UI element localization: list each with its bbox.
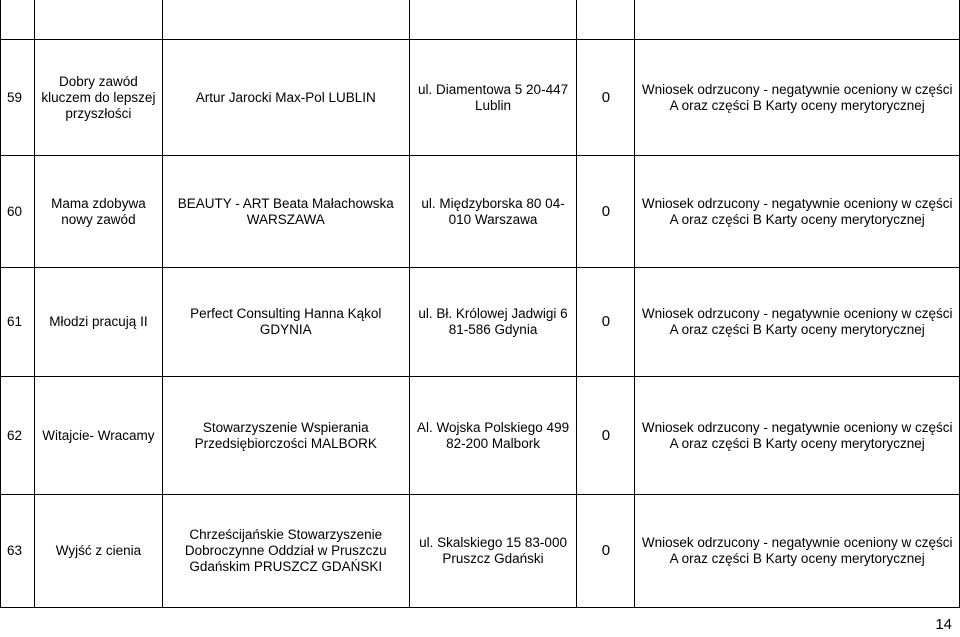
points: 0: [577, 268, 635, 377]
decision-status: Wniosek odrzucony - negatywnie oceniony w części A oraz części B Karty oceny merytorycznej: [635, 495, 960, 608]
decision-status: Wniosek odrzucony - negatywnie oceniony w części A oraz części B Karty oceny merytorycznej: [635, 40, 960, 156]
decision-status: Wniosek odrzucony - negatywnie oceniony w części A oraz części B Karty oceny merytorycznej: [635, 156, 960, 268]
applicant-name: Artur Jarocki Max-Pol LUBLIN: [162, 40, 409, 156]
points: 0: [577, 156, 635, 268]
decision-status: Wniosek odrzucony - negatywnie oceniony w części A oraz części B Karty oceny merytorycznej: [635, 377, 960, 495]
row-number: 60: [1, 156, 35, 268]
applicant-address: ul. Bł. Królowej Jadwigi 6 81-586 Gdynia: [409, 268, 577, 377]
applicant-name: Chrześcijańskie Stowarzyszenie Dobroczynne Oddział w Pruszczu Gdańskim PRUSZCZ GDAŃSKI: [162, 495, 409, 608]
applicant-address: ul. Międzyborska 80 04-010 Warszawa: [409, 156, 577, 268]
applicant-address: ul. Diamentowa 5 20-447 Lublin: [409, 40, 577, 156]
row-number: [1, 0, 35, 40]
decision-status: Wniosek odrzucony - negatywnie oceniony w części A oraz części B Karty oceny merytorycznej: [635, 268, 960, 377]
project-title: Wyjść z cienia: [34, 495, 162, 608]
points: 0: [577, 377, 635, 495]
applicant-name: Stowarzyszenie Wspierania Przedsiębiorczości MALBORK: [162, 377, 409, 495]
row-number: 63: [1, 495, 35, 608]
decision-status: [635, 0, 960, 40]
project-title: Mama zdobywa nowy zawód: [34, 156, 162, 268]
row-number: 62: [1, 377, 35, 495]
page-number: 14: [935, 616, 952, 633]
points: 0: [577, 495, 635, 608]
points: [577, 0, 635, 40]
table-row: [1, 268, 960, 377]
applicant-address: [409, 0, 577, 40]
row-number: 61: [1, 268, 35, 377]
applicant-name: BEAUTY - ART Beata Małachowska WARSZAWA: [162, 156, 409, 268]
points: 0: [577, 40, 635, 156]
applicant-name: [162, 0, 409, 40]
table-row: [1, 495, 960, 608]
table-row: [1, 40, 960, 156]
table-row: [1, 0, 960, 40]
project-title: [34, 0, 162, 40]
project-title: Młodzi pracują II: [34, 268, 162, 377]
row-number: 59: [1, 40, 35, 156]
table-row: [1, 156, 960, 268]
applicant-name: Perfect Consulting Hanna Kąkol GDYNIA: [162, 268, 409, 377]
table-row: [1, 377, 960, 495]
applicant-address: Al. Wojska Polskiego 499 82-200 Malbork: [409, 377, 577, 495]
applicant-address: ul. Skalskiego 15 83-000 Pruszcz Gdański: [409, 495, 577, 608]
project-title: Dobry zawód kluczem do lepszej przyszłości: [34, 40, 162, 156]
project-title: Witajcie- Wracamy: [34, 377, 162, 495]
